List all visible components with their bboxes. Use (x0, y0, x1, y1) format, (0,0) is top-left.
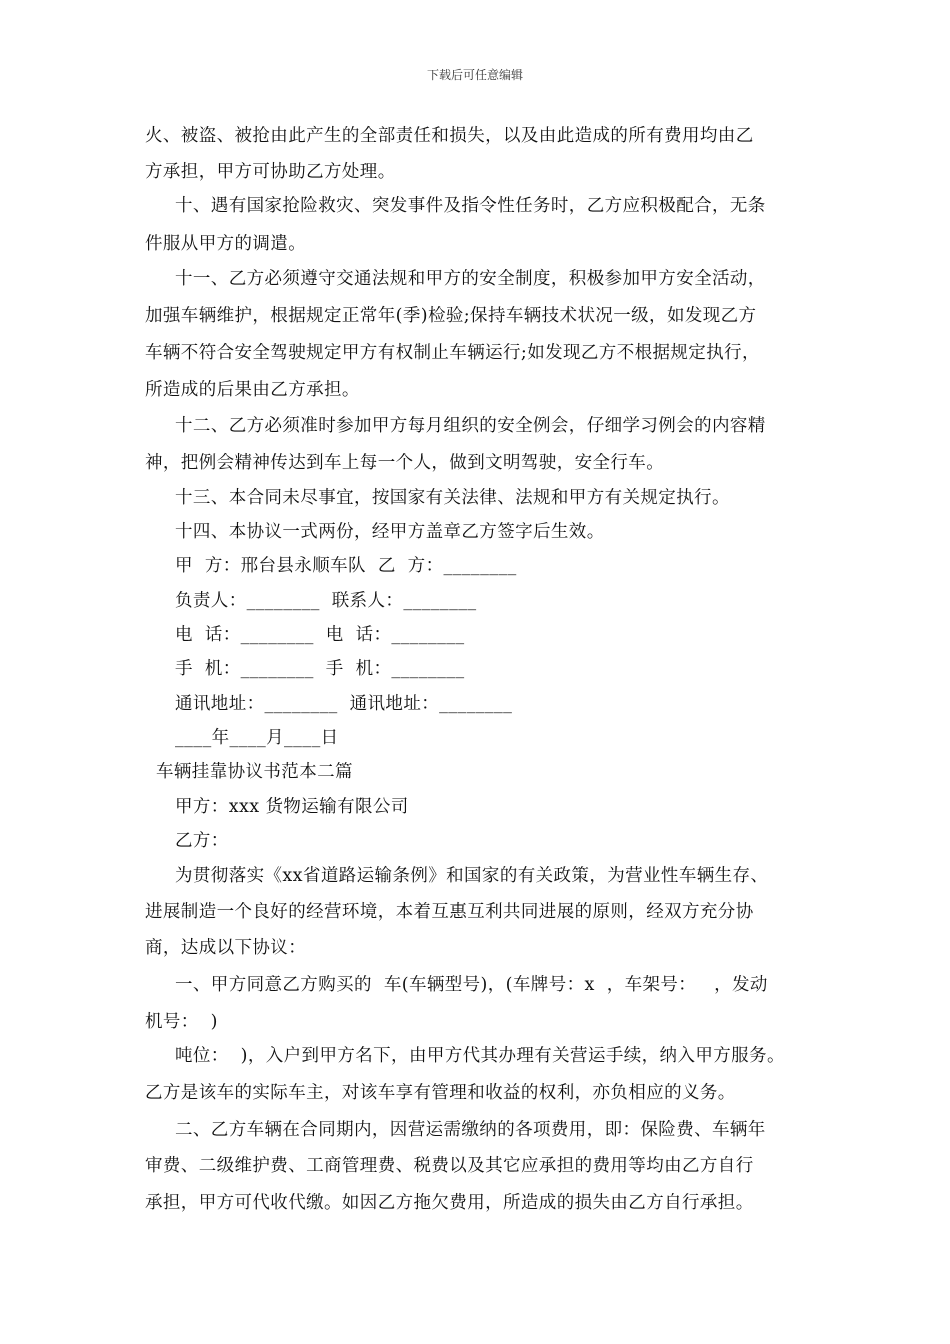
section-title: 车辆挂靠协议书范本二篇 (156, 762, 353, 782)
signature-line-phone: 电 话：________ 电 话：________ (175, 625, 465, 645)
text-line: 进展制造一个良好的经营环境，本着互惠互利共同进展的原则，经双方充分协 (145, 902, 754, 922)
text-line: 乙方： (175, 831, 229, 851)
text-line: 十二、乙方必须准时参加甲方每月组织的安全例会，仔细学习例会的内容精 (175, 416, 766, 436)
text-line: 十三、本合同未尽事宜，按国家有关法律、法规和甲方有关规定执行。 (175, 488, 730, 508)
signature-line-party: 甲 方：邢台县永顺车队 乙 方：________ (175, 556, 517, 576)
text-line: 十、遇有国家抢险救灾、突发事件及指令性任务时，乙方应积极配合，无条 (175, 196, 766, 216)
text-line: 十一、乙方必须遵守交通法规和甲方的安全制度，积极参加甲方安全活动， (175, 269, 766, 289)
text-line: 甲方：xxx 货物运输有限公司 (175, 797, 409, 817)
signature-line-contact: 负责人：________ 联系人：________ (175, 591, 477, 611)
text-line: 机号： ) (145, 1012, 218, 1032)
signature-line-address: 通讯地址：________ 通讯地址：________ (175, 694, 513, 714)
signature-line-mobile: 手 机：________ 手 机：________ (175, 659, 465, 679)
text-line: 审费、二级维护费、工商管理费、税费以及其它应承担的费用等均由乙方自行 (145, 1156, 754, 1176)
page-header-note: 下载后可任意编辑 (426, 68, 523, 82)
text-line: 为贯彻落实《xx省道路运输条例》和国家的有关政策，为营业性车辆生存、 (175, 866, 769, 886)
text-line: 件服从甲方的调遣。 (145, 234, 307, 254)
text-line: 所造成的后果由乙方承担。 (145, 380, 360, 400)
text-line: 车辆不符合安全驾驶规定甲方有权制止车辆运行;如发现乙方不根据规定执行， (145, 343, 760, 363)
text-line: 二、乙方车辆在合同期内，因营运需缴纳的各项费用，即：保险费、车辆年 (175, 1120, 766, 1140)
text-line: 火、被盗、被抢由此产生的全部责任和损失，以及由此造成的所有费用均由乙 (145, 126, 754, 146)
text-line: 加强车辆维护，根据规定正常年(季)检验;保持车辆技术状况一级，如发现乙方 (145, 306, 757, 326)
text-line: 方承担，甲方可协助乙方处理。 (145, 162, 396, 182)
text-line: 吨位： )，入户到甲方名下，由甲方代其办理有关营运手续，纳入甲方服务。 (175, 1046, 785, 1066)
text-line: 承担，甲方可代收代缴。如因乙方拖欠费用，所造成的损失由乙方自行承担。 (145, 1193, 754, 1213)
text-line: 十四、本协议一式两份，经甲方盖章乙方签字后生效。 (175, 522, 605, 542)
signature-line-date: ____年____月____日 (175, 728, 339, 748)
text-line: 商，达成以下协议： (145, 938, 307, 958)
text-line: 一、甲方同意乙方购买的 车(车辆型号)，(车牌号：x ，车架号： ，发动 (175, 975, 768, 995)
text-line: 乙方是该车的实际车主，对该车享有管理和收益的权利，亦负相应的义务。 (145, 1083, 736, 1103)
text-line: 神，把例会精神传达到车上每一个人，做到文明驾驶，安全行车。 (145, 453, 665, 473)
